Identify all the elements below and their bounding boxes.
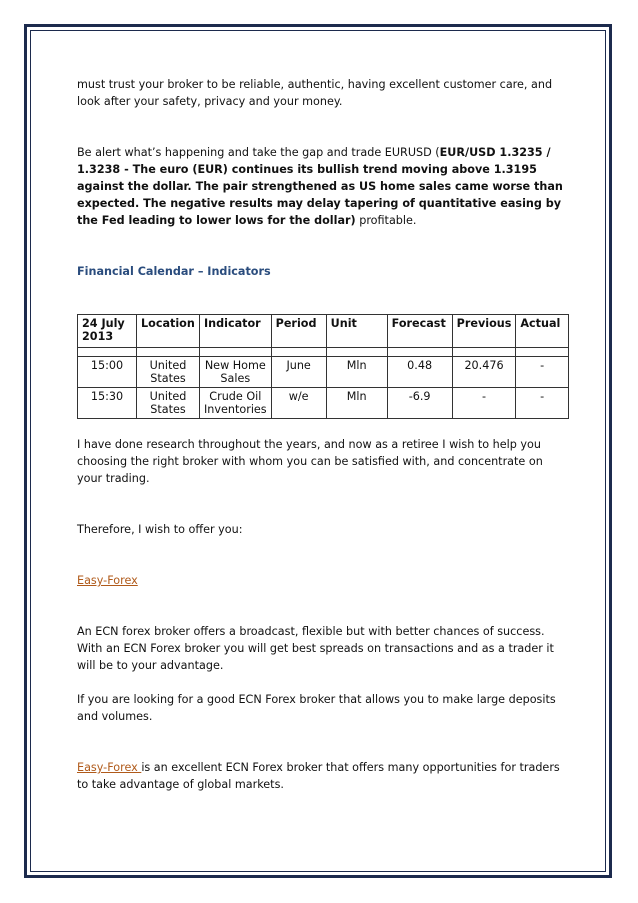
financial-calendar-heading: Financial Calendar – Indicators bbox=[77, 265, 271, 278]
cell-indicator: New Home Sales bbox=[200, 357, 272, 388]
cell-unit: Mln bbox=[326, 357, 387, 388]
cell-location: United States bbox=[137, 388, 200, 419]
paragraph-broker-trust: must trust your broker to be reliable, authentic, having excellent customer care, and look after your safety, privacy and your money. bbox=[77, 78, 553, 108]
paragraph-ecn-broker: An ECN forex broker offers a broadcast, flexible but with better chances of success. With an ECN Forex broker you will get best spreads on transactions and as a trader it will be to your advantage. bbox=[77, 625, 554, 672]
cell-indicator: Crude Oil Inventories bbox=[200, 388, 272, 419]
cell-previous: - bbox=[452, 388, 516, 419]
cell-location: United States bbox=[137, 357, 200, 388]
cell-forecast: 0.48 bbox=[387, 357, 452, 388]
paragraph-eurusd bbox=[77, 144, 565, 229]
cell-forecast: -6.9 bbox=[387, 388, 452, 419]
paragraph-research: I have done research throughout the years, and now as a retiree I wish to help you choosing the right broker with whom you can be satisfied with, and concentrate on your trading. bbox=[77, 438, 543, 485]
cell-time: 15:00 bbox=[78, 357, 137, 388]
header-actual: Actual bbox=[516, 315, 569, 348]
table-row bbox=[78, 388, 569, 419]
paragraph-offer: Therefore, I wish to offer you: bbox=[77, 523, 243, 536]
cell-period: w/e bbox=[271, 388, 326, 419]
paragraph-easy-forex bbox=[77, 759, 565, 793]
table-header-row bbox=[78, 315, 569, 348]
header-indicator: Indicator bbox=[200, 315, 272, 348]
eurusd-tail: profitable. bbox=[355, 214, 417, 227]
financial-calendar-table bbox=[77, 314, 569, 419]
eurusd-intro: Be alert what’s happening and take the gap and trade EURUSD ( bbox=[77, 146, 440, 159]
header-previous: Previous bbox=[452, 315, 516, 348]
header-unit: Unit bbox=[326, 315, 387, 348]
paragraph-deposits: If you are looking for a good ECN Forex broker that allows you to make large deposits and volumes. bbox=[77, 693, 556, 723]
easy-forex-description: is an excellent ECN Forex broker that offers many opportunities for traders to take advantage of global markets. bbox=[77, 761, 560, 791]
easy-forex-link[interactable]: Easy-Forex bbox=[77, 574, 138, 587]
header-forecast: Forecast bbox=[387, 315, 452, 348]
header-date: 24 July 2013 bbox=[78, 315, 137, 348]
table-spacer-row bbox=[78, 348, 569, 357]
cell-actual: - bbox=[516, 388, 569, 419]
cell-actual: - bbox=[516, 357, 569, 388]
header-period: Period bbox=[271, 315, 326, 348]
cell-time: 15:30 bbox=[78, 388, 137, 419]
cell-unit: Mln bbox=[326, 388, 387, 419]
cell-previous: 20.476 bbox=[452, 357, 516, 388]
table-row bbox=[78, 357, 569, 388]
document-body bbox=[77, 76, 565, 793]
cell-period: June bbox=[271, 357, 326, 388]
eurusd-analysis: EUR/USD 1.3235 / 1.3238 - The euro (EUR) continues its bullish trend moving above 1.3195 against the dollar. The pair strengthened as US home sales came worse than expected. The negative results may delay tapering of quantitative easing by the Fed leading to lower lows for the dollar) bbox=[77, 146, 563, 227]
header-location: Location bbox=[137, 315, 200, 348]
easy-forex-inline-link[interactable]: Easy-Forex bbox=[77, 761, 142, 774]
